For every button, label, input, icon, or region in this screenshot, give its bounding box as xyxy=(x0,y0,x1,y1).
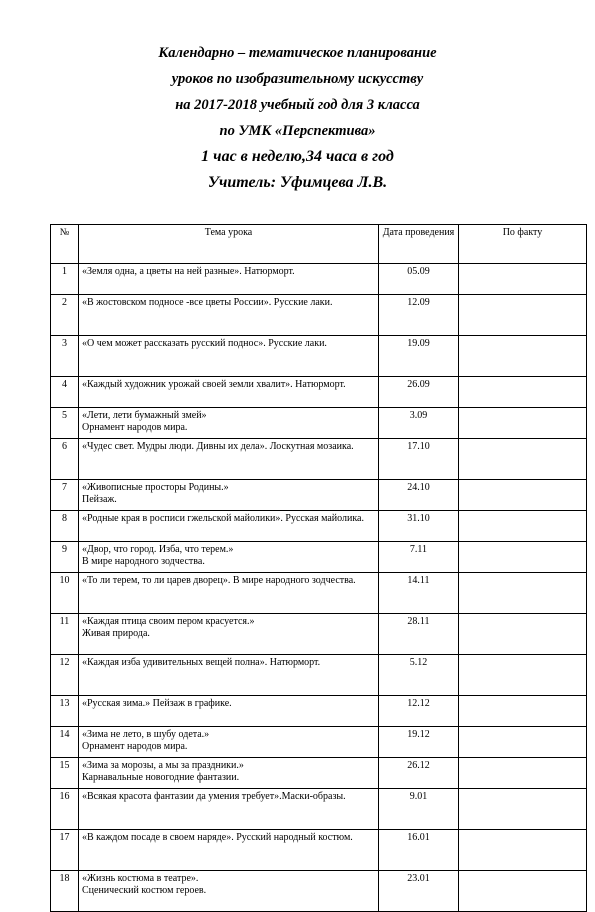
row-number: 7 xyxy=(51,480,79,511)
document-header xyxy=(0,40,595,196)
row-fact xyxy=(459,295,587,336)
row-topic: «Жизнь костюма в театре». xyxy=(82,873,199,884)
table-row xyxy=(51,377,587,408)
row-topic-cell xyxy=(79,696,379,727)
row-topic: «В каждом посаде в своем наряде». Русский народный костюм. xyxy=(82,832,353,843)
row-date: 24.10 xyxy=(379,480,459,511)
header-date: Дата проведения xyxy=(379,225,459,264)
row-date: 14.11 xyxy=(379,573,459,614)
table-row xyxy=(51,758,587,789)
row-topic: «Русская зима.» Пейзаж в графике. xyxy=(82,698,232,709)
title-line-6: Учитель: Уфимцева Л.В. xyxy=(207,174,388,191)
row-topic-subtitle: Орнамент народов мира. xyxy=(82,741,188,752)
row-topic-subtitle: В мире народного зодчества. xyxy=(82,556,205,567)
row-topic-subtitle: Сценический костюм героев. xyxy=(82,885,207,896)
row-fact xyxy=(459,480,587,511)
row-topic-cell xyxy=(79,727,379,758)
row-topic-cell xyxy=(79,830,379,871)
row-topic: «Двор, что город. Изба, что терем.» xyxy=(82,544,234,555)
row-topic-cell xyxy=(79,789,379,830)
row-date: 26.09 xyxy=(379,377,459,408)
row-topic: «В жостовском подносе -все цветы России». Русские лаки. xyxy=(82,297,333,308)
row-topic-cell xyxy=(79,511,379,542)
table-row xyxy=(51,655,587,696)
row-number: 3 xyxy=(51,336,79,377)
row-topic-cell xyxy=(79,377,379,408)
table-row xyxy=(51,295,587,336)
title-line-3: на 2017-2018 учебный год для 3 класса xyxy=(175,97,420,113)
row-fact xyxy=(459,655,587,696)
row-date: 23.01 xyxy=(379,871,459,912)
row-topic: «Каждая птица своим пером красуется.» xyxy=(82,616,255,627)
row-topic: «Каждая изба удивительных вещей полна». Натюрморт. xyxy=(82,657,321,668)
row-fact xyxy=(459,789,587,830)
row-date: 7.11 xyxy=(379,542,459,573)
table-row xyxy=(51,573,587,614)
row-date: 19.09 xyxy=(379,336,459,377)
row-date: 17.10 xyxy=(379,439,459,480)
row-number: 16 xyxy=(51,789,79,830)
row-number: 15 xyxy=(51,758,79,789)
row-date: 26.12 xyxy=(379,758,459,789)
row-topic: «Чудес свет. Мудры люди. Дивны их дела». Лоскутная мозаика. xyxy=(82,441,354,452)
row-topic: «Зима за морозы, а мы за праздники.» xyxy=(82,760,244,771)
row-topic-subtitle: Орнамент народов мира. xyxy=(82,422,188,433)
row-number: 11 xyxy=(51,614,79,655)
row-number: 1 xyxy=(51,264,79,295)
row-date: 12.12 xyxy=(379,696,459,727)
row-number: 13 xyxy=(51,696,79,727)
row-fact xyxy=(459,511,587,542)
row-number: 12 xyxy=(51,655,79,696)
row-topic-subtitle: Пейзаж. xyxy=(82,494,117,505)
row-fact xyxy=(459,758,587,789)
row-topic-cell xyxy=(79,655,379,696)
row-number: 17 xyxy=(51,830,79,871)
row-topic: «То ли терем, то ли царев дворец». В мире народного зодчества. xyxy=(82,575,356,586)
row-number: 10 xyxy=(51,573,79,614)
row-number: 8 xyxy=(51,511,79,542)
row-topic-subtitle: Карнавальные новогодние фантазии. xyxy=(82,772,240,783)
row-topic-cell xyxy=(79,295,379,336)
header-fact: По факту xyxy=(459,225,587,264)
row-fact xyxy=(459,408,587,439)
row-fact xyxy=(459,830,587,871)
title-line-4: по УМК «Перспектива» xyxy=(219,123,376,139)
row-topic: «Каждый художник урожай своей земли хвалит». Натюрморт. xyxy=(82,379,346,390)
row-topic-cell xyxy=(79,871,379,912)
row-topic-cell xyxy=(79,480,379,511)
row-number: 14 xyxy=(51,727,79,758)
row-topic: «Живописные просторы Родины.» xyxy=(82,482,229,493)
title-line-2: уроков по изобразительному искусству xyxy=(171,71,424,87)
row-fact xyxy=(459,871,587,912)
table-row xyxy=(51,264,587,295)
row-number: 4 xyxy=(51,377,79,408)
table-row xyxy=(51,480,587,511)
row-date: 19.12 xyxy=(379,727,459,758)
row-date: 5.12 xyxy=(379,655,459,696)
row-topic-cell xyxy=(79,758,379,789)
table-row xyxy=(51,789,587,830)
row-fact xyxy=(459,696,587,727)
row-fact xyxy=(459,264,587,295)
row-number: 18 xyxy=(51,871,79,912)
row-topic-cell xyxy=(79,542,379,573)
table-row xyxy=(51,408,587,439)
row-topic-cell xyxy=(79,439,379,480)
table-row xyxy=(51,871,587,912)
header-num: № xyxy=(51,225,79,264)
table-row xyxy=(51,336,587,377)
row-topic-subtitle: Живая природа. xyxy=(82,628,150,639)
row-topic-cell xyxy=(79,264,379,295)
title-line-1: Календарно – тематическое планирование xyxy=(158,45,437,61)
row-topic: «Родные края в росписи гжельской майолики». Русская майолика. xyxy=(82,513,364,524)
row-date: 3.09 xyxy=(379,408,459,439)
table-row xyxy=(51,830,587,871)
header-topic: Тема урока xyxy=(79,225,379,264)
row-fact xyxy=(459,336,587,377)
row-number: 9 xyxy=(51,542,79,573)
row-topic-cell xyxy=(79,336,379,377)
row-topic: «Зима не лето, в шубу одета.» xyxy=(82,729,210,740)
row-topic-cell xyxy=(79,408,379,439)
row-fact xyxy=(459,439,587,480)
row-topic: «О чем может рассказать русский поднос». Русские лаки. xyxy=(82,338,327,349)
row-topic: «Всякая красота фантазии да умения требует».Маски-образы. xyxy=(82,791,346,802)
table-row xyxy=(51,439,587,480)
row-topic: «Лети, лети бумажный змей» xyxy=(82,410,207,421)
row-topic: «Земля одна, а цветы на ней разные». Натюрморт. xyxy=(82,266,295,277)
row-date: 9.01 xyxy=(379,789,459,830)
row-topic-cell xyxy=(79,614,379,655)
row-date: 05.09 xyxy=(379,264,459,295)
table-row xyxy=(51,614,587,655)
row-fact xyxy=(459,614,587,655)
row-date: 31.10 xyxy=(379,511,459,542)
table-header-row xyxy=(51,225,587,264)
row-number: 6 xyxy=(51,439,79,480)
lesson-plan-table xyxy=(50,224,587,912)
row-fact xyxy=(459,727,587,758)
table-body xyxy=(51,264,587,912)
row-fact xyxy=(459,377,587,408)
row-fact xyxy=(459,573,587,614)
row-fact xyxy=(459,542,587,573)
table-row xyxy=(51,511,587,542)
row-date: 28.11 xyxy=(379,614,459,655)
table-row xyxy=(51,542,587,573)
row-number: 2 xyxy=(51,295,79,336)
row-date: 16.01 xyxy=(379,830,459,871)
title-line-5: 1 час в неделю,34 часа в год xyxy=(201,148,394,165)
table-row xyxy=(51,696,587,727)
row-topic-cell xyxy=(79,573,379,614)
row-number: 5 xyxy=(51,408,79,439)
row-date: 12.09 xyxy=(379,295,459,336)
table-row xyxy=(51,727,587,758)
